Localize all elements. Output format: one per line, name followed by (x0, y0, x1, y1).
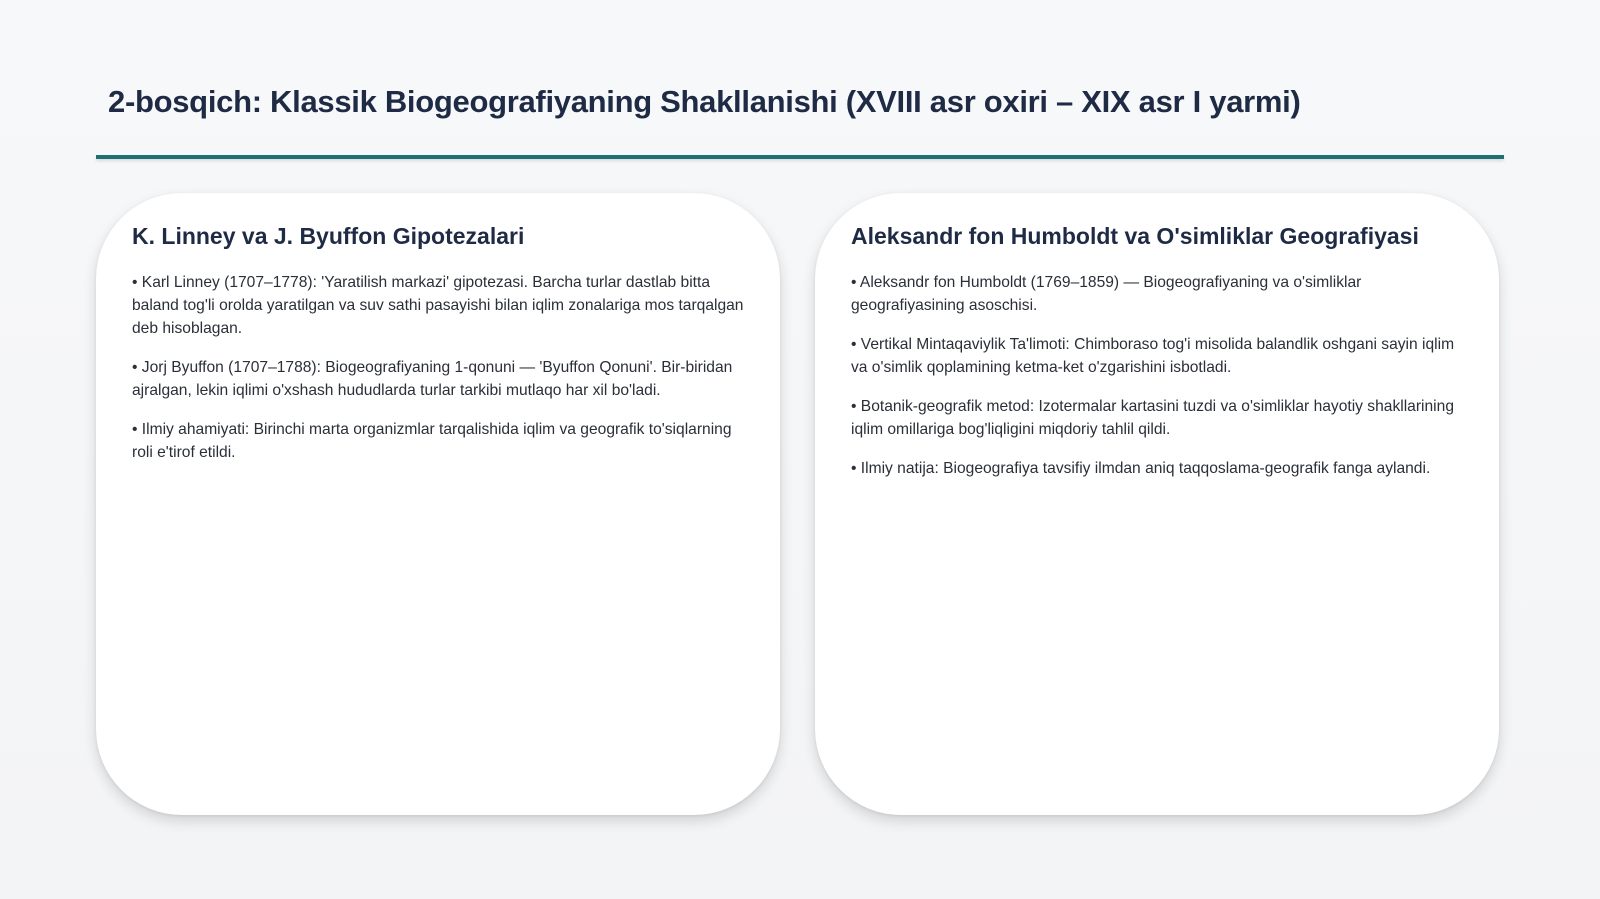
slide-title: 2-bosqich: Klassik Biogeografiyaning Shakllanishi (XVIII asr oxiri – XIX asr I yarmi) (108, 84, 1301, 119)
bullet-item: • Ilmiy ahamiyati: Birinchi marta organizmlar tarqalishida iqlim va geografik to'siqlarning roli e'tirof etildi. (132, 421, 732, 461)
title-divider (96, 155, 1504, 159)
bullet-item: • Jorj Byuffon (1707–1788): Biogeografiyaning 1-qonuni — 'Byuffon Qonuni'. Bir-biridan ajralgan, lekin iqlimi o'xshash hududlarda turlar tarkibi mutlaqo har xil bo'ladi. (132, 359, 733, 399)
bullet-item: • Ilmiy natija: Biogeografiya tavsifiy ilmdan aniq taqqoslama-geografik fanga aylandi. (851, 460, 1431, 477)
card-heading: Aleksandr fon Humboldt va O'simliklar Geografiyasi (851, 223, 1419, 249)
bullet-item: • Karl Linney (1707–1778): 'Yaratilish markazi' gipotezasi. Barcha turlar dastlab bitta baland tog'li orolda yaratilgan va suv sathi pasayishi bilan iqlim zonalariga mos tarqalgan deb hisoblagan. (132, 274, 744, 337)
bullet-item: • Botanik-geografik metod: Izotermalar kartasini tuzdi va o'simliklar hayotiy shakllarining iqlim omillariga bog'liqligini miqdoriy tahlil qildi. (851, 398, 1454, 438)
bullet-item: • Vertikal Mintaqaviylik Ta'limoti: Chimboraso tog'i misolida balandlik oshgani sayin iqlim va o'simlik qoplamining ketma-ket o'zgarishini isbotladi. (851, 336, 1455, 376)
card-linney-buffon (96, 193, 780, 815)
bullet-item: • Aleksandr fon Humboldt (1769–1859) — Biogeografiyaning va o'simliklar geografiyasining asoschisi. (851, 274, 1362, 314)
card-heading: K. Linney va J. Byuffon Gipotezalari (132, 223, 525, 249)
card-humboldt (815, 193, 1499, 815)
